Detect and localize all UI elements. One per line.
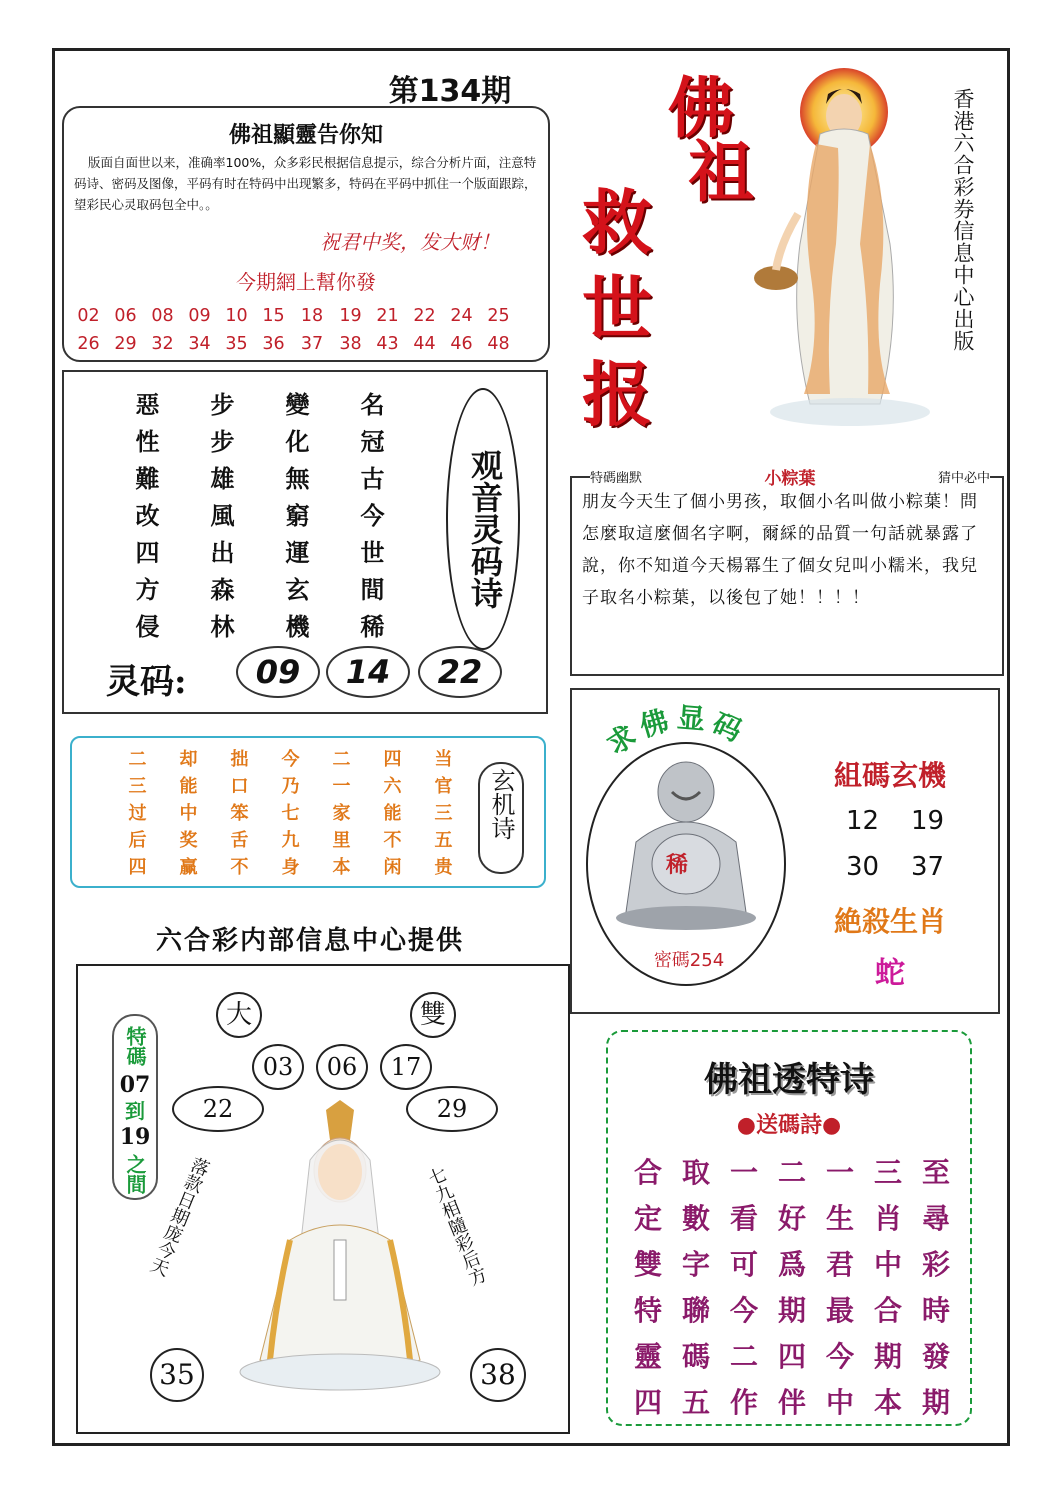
xuanji-char: 四 bbox=[128, 856, 147, 878]
tema-to: 19 bbox=[119, 1124, 151, 1150]
title-char: 佛 bbox=[668, 69, 734, 147]
poem2-char: 生 bbox=[825, 1202, 854, 1235]
xuanji-char: 贵 bbox=[434, 856, 453, 878]
xuanji-char: 一 bbox=[332, 775, 351, 797]
grid-row bbox=[112, 771, 472, 798]
lucky-number: 32 bbox=[151, 334, 174, 354]
grid-row bbox=[110, 606, 410, 643]
lucky-number: 15 bbox=[262, 306, 285, 326]
tema-between: 之間 bbox=[123, 1154, 147, 1194]
lucky-number: 21 bbox=[376, 306, 399, 326]
combo-numbers bbox=[830, 798, 960, 890]
poem2-char: 數 bbox=[681, 1202, 710, 1235]
poem2-char: 時 bbox=[921, 1294, 950, 1327]
title-char: 救 bbox=[582, 181, 652, 264]
poem2-char: 肖 bbox=[873, 1202, 902, 1235]
kill-zodiac-value: 蛇 bbox=[875, 956, 905, 991]
xuanji-char: 官 bbox=[434, 775, 453, 797]
title-char: 世 bbox=[582, 267, 652, 350]
combo-row bbox=[830, 798, 960, 844]
xuanji-char: 不 bbox=[383, 829, 402, 851]
lucky-number: 46 bbox=[450, 334, 473, 354]
poem2-char: 最 bbox=[825, 1294, 854, 1327]
xuanji-char: 能 bbox=[383, 802, 402, 824]
xuanji-char: 家 bbox=[332, 802, 351, 824]
poem-char: 變 bbox=[285, 390, 310, 419]
poem-char: 難 bbox=[135, 464, 160, 493]
poem2-char: 碼 bbox=[681, 1340, 710, 1373]
poem2-char: 特 bbox=[633, 1294, 662, 1327]
poem2-char: 看 bbox=[729, 1202, 758, 1235]
grid-row bbox=[110, 421, 410, 458]
lucky-number: 37 bbox=[300, 334, 324, 354]
poem2-char: 四 bbox=[633, 1386, 662, 1419]
right-oval-number: 29 bbox=[406, 1086, 498, 1132]
poem2-subtitle: ●送碼詩● bbox=[736, 1112, 842, 1138]
issue-number: 第134期 bbox=[388, 74, 512, 109]
xuanji-char: 乃 bbox=[281, 775, 300, 797]
xuanji-char: 奖 bbox=[179, 829, 198, 851]
lucky-number: 26 bbox=[77, 334, 100, 354]
poem-char: 機 bbox=[285, 612, 310, 641]
poem-char: 無 bbox=[285, 464, 310, 493]
notice-title: 佛祖顯靈告你知 bbox=[228, 122, 383, 148]
poem-char: 玄 bbox=[285, 575, 310, 604]
poem-char: 步 bbox=[210, 427, 235, 456]
poem2-title: 佛祖透特诗 bbox=[704, 1060, 874, 1100]
poem-char: 改 bbox=[135, 501, 160, 530]
number-circle: 03 bbox=[252, 1044, 304, 1090]
grid-row bbox=[110, 495, 410, 532]
number-circle: 06 bbox=[316, 1044, 368, 1090]
joke-title: 小粽葉 bbox=[764, 469, 816, 489]
combo-number: 37 bbox=[910, 852, 945, 882]
combo-arc-text: 求佛显码 bbox=[600, 700, 753, 762]
xuanji-char: 二 bbox=[332, 748, 351, 770]
lingma-number: 14 bbox=[326, 646, 410, 698]
tema-from: 07 bbox=[119, 1072, 151, 1098]
joke-right-tag: 猜中必中 bbox=[937, 471, 990, 486]
joke-body: 朋友今天生了個小男孩，取個小名叫做小粽葉！問怎麼取這麼個名字啊，爾綵的品質一句話就暴露了說，你不知道今天楊冪生了個女兒叫小糯米，我兒子取名小粽葉，以後包了她！！！！ bbox=[582, 492, 978, 608]
poem2-char: 本 bbox=[873, 1386, 902, 1419]
xuanji-char: 笨 bbox=[230, 802, 249, 824]
poem2-char: 尋 bbox=[921, 1202, 950, 1235]
laughing-buddha-image bbox=[606, 752, 766, 932]
combo-number: 19 bbox=[910, 806, 945, 836]
grid-row bbox=[624, 1240, 960, 1286]
poem-char: 出 bbox=[210, 538, 235, 567]
grid-row bbox=[110, 384, 410, 421]
poem-char: 窮 bbox=[285, 501, 310, 530]
notice-body: 版面自面世以来，准确率100%，众多彩民根据信息提示，综合分析片面，注意特码诗、密码及图像，平码有时在特码中出现繁多，特码在平码中抓住一个版面跟踪，望彩民心灵取码包全中。。 bbox=[74, 155, 537, 212]
number-circle: 17 bbox=[380, 1044, 432, 1090]
lucky-number: 35 bbox=[225, 334, 248, 354]
poem2-char: 期 bbox=[777, 1294, 806, 1327]
poem2-char: 君 bbox=[825, 1248, 854, 1281]
poem-char: 侵 bbox=[135, 612, 160, 641]
xuanji-char: 今 bbox=[281, 748, 300, 770]
right-verse: 七九相隨彩后方 bbox=[422, 1164, 490, 1289]
poem-grid bbox=[110, 384, 410, 643]
poem2-char: 彩 bbox=[921, 1248, 950, 1281]
xuanji-label bbox=[478, 762, 524, 874]
poem-char: 雄 bbox=[210, 464, 235, 493]
poem-char: 稀 bbox=[360, 612, 385, 641]
xuanji-char: 五 bbox=[434, 829, 453, 851]
lucky-number: 02 bbox=[77, 306, 100, 326]
poem-char: 森 bbox=[210, 575, 235, 604]
poem-char: 化 bbox=[285, 427, 310, 456]
tema-label: 特碼 bbox=[123, 1026, 147, 1066]
poem-char: 間 bbox=[360, 575, 385, 604]
poem2-char: 字 bbox=[681, 1248, 710, 1281]
poem-char: 風 bbox=[210, 501, 235, 530]
combo-number: 12 bbox=[845, 806, 880, 836]
xuanji-char: 三 bbox=[128, 775, 147, 797]
poem-char: 冠 bbox=[360, 427, 385, 456]
left-oval-number: 22 bbox=[172, 1086, 264, 1132]
poem2-char: 二 bbox=[729, 1340, 758, 1373]
net-numbers bbox=[70, 302, 540, 358]
corner-number-right: 38 bbox=[470, 1348, 526, 1402]
xuanji-char: 里 bbox=[332, 829, 351, 851]
title-line-2 bbox=[582, 180, 652, 438]
poem2-char: 作 bbox=[729, 1386, 758, 1419]
combo-row bbox=[830, 844, 960, 890]
provider-text: 六合彩内部信息中心提供 bbox=[155, 926, 464, 956]
lucky-number: 43 bbox=[376, 334, 399, 354]
combo-number: 30 bbox=[845, 852, 880, 882]
lucky-number: 09 bbox=[188, 306, 211, 326]
publisher-text: 香港六合彩券信息中心出版 bbox=[951, 88, 975, 352]
xuanji-char: 七 bbox=[281, 802, 300, 824]
poem2-char: 中 bbox=[873, 1248, 902, 1281]
grid-row bbox=[624, 1332, 960, 1378]
xuanji-char: 二 bbox=[128, 748, 147, 770]
lucky-number: 24 bbox=[450, 306, 473, 326]
guanyin-standing-image bbox=[740, 64, 950, 434]
lucky-number: 06 bbox=[114, 306, 137, 326]
poem-char: 名 bbox=[360, 390, 385, 419]
lucky-number: 25 bbox=[487, 306, 510, 326]
poem-char: 惡 bbox=[135, 390, 160, 419]
poem-char: 步 bbox=[210, 390, 235, 419]
double-circle: 雙 bbox=[410, 992, 456, 1038]
xuanji-char: 过 bbox=[128, 802, 147, 824]
xuanji-char: 九 bbox=[281, 829, 300, 851]
xuanji-label-text: 玄机诗 bbox=[487, 768, 515, 840]
poem2-grid bbox=[624, 1148, 960, 1424]
poem2-char: 發 bbox=[921, 1340, 950, 1373]
xuanji-grid bbox=[112, 744, 472, 879]
xuanji-char: 中 bbox=[179, 802, 198, 824]
poem-char: 今 bbox=[360, 501, 385, 530]
poem-char: 方 bbox=[135, 575, 160, 604]
xuanji-char: 不 bbox=[230, 856, 249, 878]
corner-number-left: 35 bbox=[150, 1348, 204, 1402]
poem2-char: 至 bbox=[921, 1156, 950, 1189]
lucky-number: 29 bbox=[114, 334, 137, 354]
grid-row bbox=[110, 569, 410, 606]
poem2-char: 一 bbox=[729, 1156, 758, 1189]
poem-char: 運 bbox=[285, 538, 310, 567]
xuanji-char: 拙 bbox=[230, 748, 249, 770]
xuanji-char: 赢 bbox=[179, 856, 198, 878]
xuanji-char: 四 bbox=[383, 748, 402, 770]
net-numbers-title: 今期網上幫你發 bbox=[236, 270, 376, 294]
poem-char: 古 bbox=[360, 464, 385, 493]
xuanji-char: 却 bbox=[179, 748, 198, 770]
poem2-char: 一 bbox=[825, 1156, 854, 1189]
poem-label: 观音灵码诗 bbox=[466, 449, 504, 609]
xuanji-char: 口 bbox=[230, 775, 249, 797]
grid-row bbox=[112, 744, 472, 771]
title-char: 祖 bbox=[688, 133, 754, 211]
poem2-char: 二 bbox=[777, 1156, 806, 1189]
grid-row bbox=[110, 458, 410, 495]
numbers-row bbox=[70, 302, 540, 330]
poem2-char: 取 bbox=[681, 1156, 710, 1189]
lucky-number: 08 bbox=[151, 306, 174, 326]
lingma-number: 22 bbox=[418, 646, 502, 698]
poem2-char: 三 bbox=[873, 1156, 902, 1189]
grid-row bbox=[112, 852, 472, 879]
poem-char: 世 bbox=[360, 538, 385, 567]
poem2-char: 伴 bbox=[777, 1386, 806, 1419]
poem2-char: 今 bbox=[825, 1340, 854, 1373]
xuanji-char: 三 bbox=[434, 802, 453, 824]
poem-char: 林 bbox=[210, 612, 235, 641]
lucky-number: 22 bbox=[413, 306, 436, 326]
grid-row bbox=[112, 798, 472, 825]
lingma-label: 灵码: bbox=[106, 662, 187, 702]
poem2-char: 中 bbox=[825, 1386, 854, 1419]
poem2-char: 定 bbox=[633, 1202, 662, 1235]
xuanji-char: 舌 bbox=[230, 829, 249, 851]
poem2-char: 好 bbox=[777, 1202, 806, 1235]
title-char: 报 bbox=[582, 353, 652, 436]
lingma-number: 09 bbox=[236, 646, 320, 698]
grid-row bbox=[624, 1148, 960, 1194]
blessing-text: 祝君中奖，发大财！ bbox=[320, 230, 500, 254]
lucky-number: 34 bbox=[188, 334, 211, 354]
poem2-char: 今 bbox=[729, 1294, 758, 1327]
grid-row bbox=[624, 1194, 960, 1240]
grid-row bbox=[624, 1378, 960, 1424]
kill-zodiac-title: 絶殺生肖 bbox=[833, 905, 946, 938]
poem2-char: 爲 bbox=[777, 1248, 806, 1281]
lucky-number: 38 bbox=[339, 334, 362, 354]
lucky-number: 18 bbox=[300, 306, 324, 326]
combo-title: 組碼玄機 bbox=[833, 759, 946, 792]
xuanji-char: 闲 bbox=[383, 856, 402, 878]
lucky-number: 36 bbox=[262, 334, 285, 354]
tema-to-word: 到 bbox=[125, 1099, 145, 1123]
grid-row bbox=[624, 1286, 960, 1332]
xuanji-char: 后 bbox=[128, 829, 147, 851]
xuanji-char: 身 bbox=[281, 856, 300, 878]
poem2-char: 靈 bbox=[633, 1340, 662, 1373]
poem2-char: 合 bbox=[633, 1156, 662, 1189]
poem2-char: 五 bbox=[681, 1386, 710, 1419]
left-verse: 落款日期庞今天 bbox=[145, 1153, 213, 1279]
poem2-char: 期 bbox=[921, 1386, 950, 1419]
tema-range-box bbox=[112, 1014, 158, 1200]
lucky-number: 48 bbox=[487, 334, 510, 354]
xuanji-char: 本 bbox=[332, 856, 351, 878]
poem-char: 四 bbox=[135, 538, 160, 567]
buddha-center-char: 稀 bbox=[666, 852, 689, 878]
lucky-number: 19 bbox=[339, 306, 362, 326]
big-circle: 大 bbox=[216, 992, 262, 1038]
numbers-row bbox=[70, 330, 540, 358]
poem2-char: 期 bbox=[873, 1340, 902, 1373]
poem2-char: 雙 bbox=[633, 1248, 662, 1281]
lucky-number: 44 bbox=[413, 334, 436, 354]
poem2-char: 聯 bbox=[681, 1294, 710, 1327]
grid-row bbox=[112, 825, 472, 852]
poem2-char: 四 bbox=[777, 1340, 806, 1373]
grid-row bbox=[110, 532, 410, 569]
xuanji-char: 六 bbox=[383, 775, 402, 797]
secret-code: 密碼254 bbox=[653, 950, 725, 971]
poem2-char: 合 bbox=[873, 1294, 902, 1327]
lucky-number: 10 bbox=[225, 306, 248, 326]
xuanji-char: 能 bbox=[179, 775, 198, 797]
guanyin-seated-image bbox=[230, 1100, 450, 1400]
poem2-char: 可 bbox=[729, 1248, 758, 1281]
joke-left-tag: 特碼幽默 bbox=[590, 471, 643, 486]
poem-char: 性 bbox=[135, 427, 160, 456]
xuanji-char: 当 bbox=[434, 748, 453, 770]
